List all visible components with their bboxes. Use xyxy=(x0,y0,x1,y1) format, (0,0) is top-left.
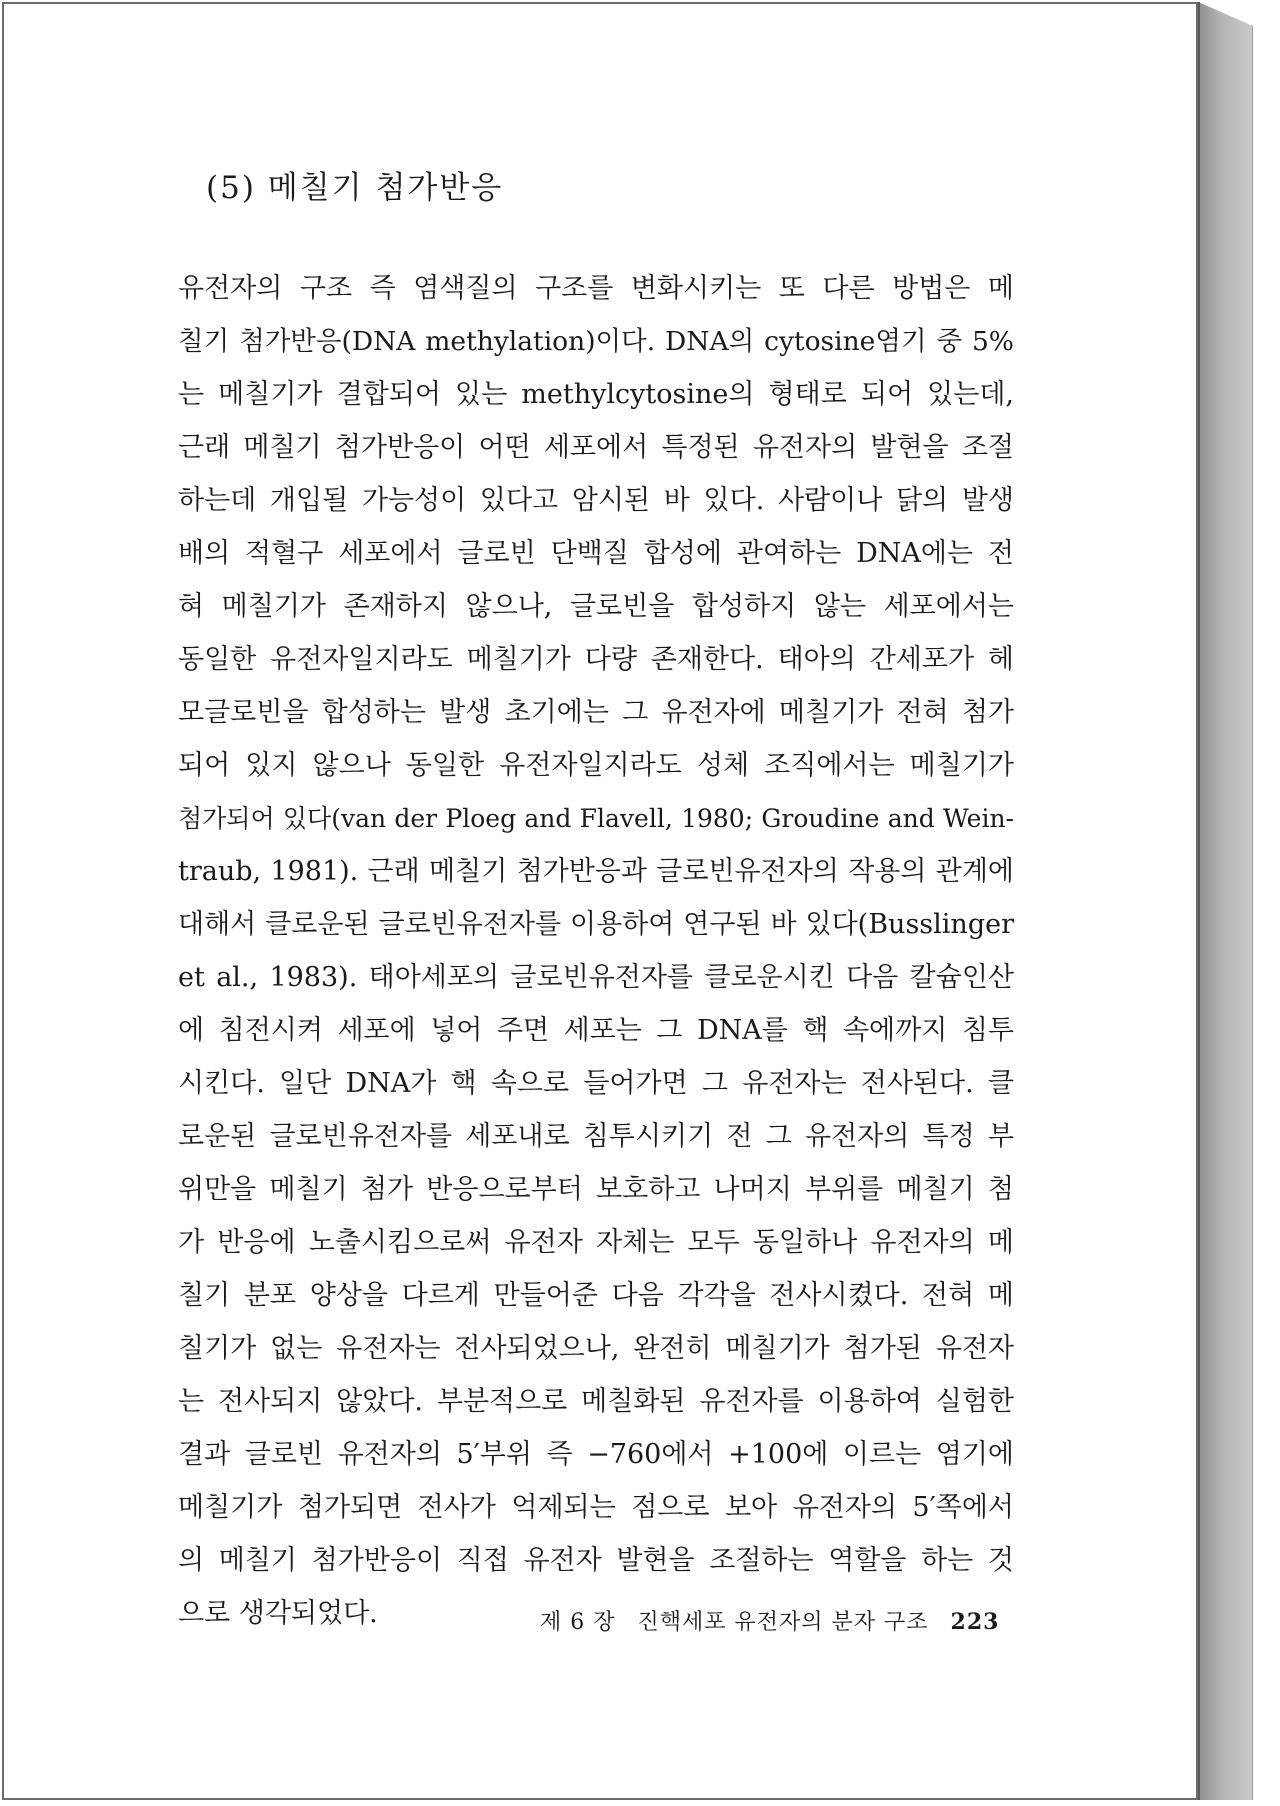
page-edge-shadow xyxy=(1198,2,1253,1800)
text-line: et al., 1983). 태아세포의 글로빈유전자를 클로운시킨 다음 칼슘인산 xyxy=(178,962,1014,993)
text-line: 배의 적혈구 세포에서 글로빈 단백질 합성에 관여하는 DNA에는 전 xyxy=(178,538,1014,569)
section-heading: (5) 메칠기 첨가반응 xyxy=(206,170,504,206)
footer-title: 진핵세포 유전자의 분자 구조 xyxy=(637,1610,929,1635)
text-line: 가 반응에 노출시킴으로써 유전자 자체는 모두 동일하나 유전자의 메 xyxy=(178,1227,1014,1258)
text-line: 로운된 글로빈유전자를 세포내로 침투시키기 전 그 유전자의 특정 부 xyxy=(178,1121,1014,1152)
text-line: 유전자의 구조 즉 염색질의 구조를 변화시키는 또 다른 방법은 메 xyxy=(178,273,1014,304)
text-line: 혀 메칠기가 존재하지 않으나, 글로빈을 합성하지 않는 세포에서는 xyxy=(178,591,1014,622)
body-paragraph xyxy=(178,262,1014,1640)
text-line: 대해서 클로운된 글로빈유전자를 이용하여 연구된 바 있다(Busslinger xyxy=(178,909,1014,940)
text-line: 결과 글로빈 유전자의 5′부위 즉 −760에서 +100에 이르는 염기에 xyxy=(178,1439,1014,1470)
running-footer xyxy=(540,1605,1000,1636)
text-line: 하는데 개입될 가능성이 있다고 암시된 바 있다. 사람이나 닭의 발생 xyxy=(178,485,1014,516)
page-edge-line xyxy=(1198,2,1200,1800)
text-line: 시킨다. 일단 DNA가 핵 속으로 들어가면 그 유전자는 전사된다. 클 xyxy=(178,1068,1014,1099)
text-line: 칠기가 없는 유전자는 전사되었으나, 완전히 메칠기가 첨가된 유전자 xyxy=(178,1333,1014,1364)
text-line: 의 메칠기 첨가반응이 직접 유전자 발현을 조절하는 역할을 하는 것 xyxy=(178,1545,1014,1576)
text-line: 으로 생각되었다. xyxy=(178,1598,378,1629)
text-line: 근래 메칠기 첨가반응이 어떤 세포에서 특정된 유전자의 발현을 조절 xyxy=(178,432,1014,463)
text-line: 동일한 유전자일지라도 메칠기가 다량 존재한다. 태아의 간세포가 헤 xyxy=(178,644,1014,675)
text-line: 메칠기가 첨가되면 전사가 억제되는 점으로 보아 유전자의 5′쪽에서 xyxy=(178,1492,1014,1523)
text-line: 칠기 분포 양상을 다르게 만들어준 다음 각각을 전사시켰다. 전혀 메 xyxy=(178,1280,1014,1311)
text-line: 위만을 메칠기 첨가 반응으로부터 보호하고 나머지 부위를 메칠기 첨 xyxy=(178,1174,1014,1205)
text-line: traub, 1981). 근래 메칠기 첨가반응과 글로빈유전자의 작용의 관계에 xyxy=(178,856,1014,887)
text-line: 되어 있지 않으나 동일한 유전자일지라도 성체 조직에서는 메칠기가 xyxy=(178,750,1014,781)
page-number: 223 xyxy=(950,1609,1000,1635)
text-line: 첨가되어 있다(van der Ploeg and Flavell, 1980; Groudine and Wein- xyxy=(178,804,1014,833)
text-line: 는 메칠기가 결합되어 있는 methylcytosine의 형태로 되어 있는데, xyxy=(178,379,1014,410)
footer-chapter: 제 6 장 xyxy=(540,1610,616,1635)
text-line: 모글로빈을 합성하는 발생 초기에는 그 유전자에 메칠기가 전혀 첨가 xyxy=(178,697,1014,728)
text-line: 는 전사되지 않았다. 부분적으로 메칠화된 유전자를 이용하여 실험한 xyxy=(178,1386,1014,1417)
text-line: 칠기 첨가반응(DNA methylation)이다. DNA의 cytosine염기 중 5% xyxy=(178,326,1014,357)
text-line: 에 침전시켜 세포에 넣어 주면 세포는 그 DNA를 핵 속에까지 침투 xyxy=(178,1015,1014,1046)
